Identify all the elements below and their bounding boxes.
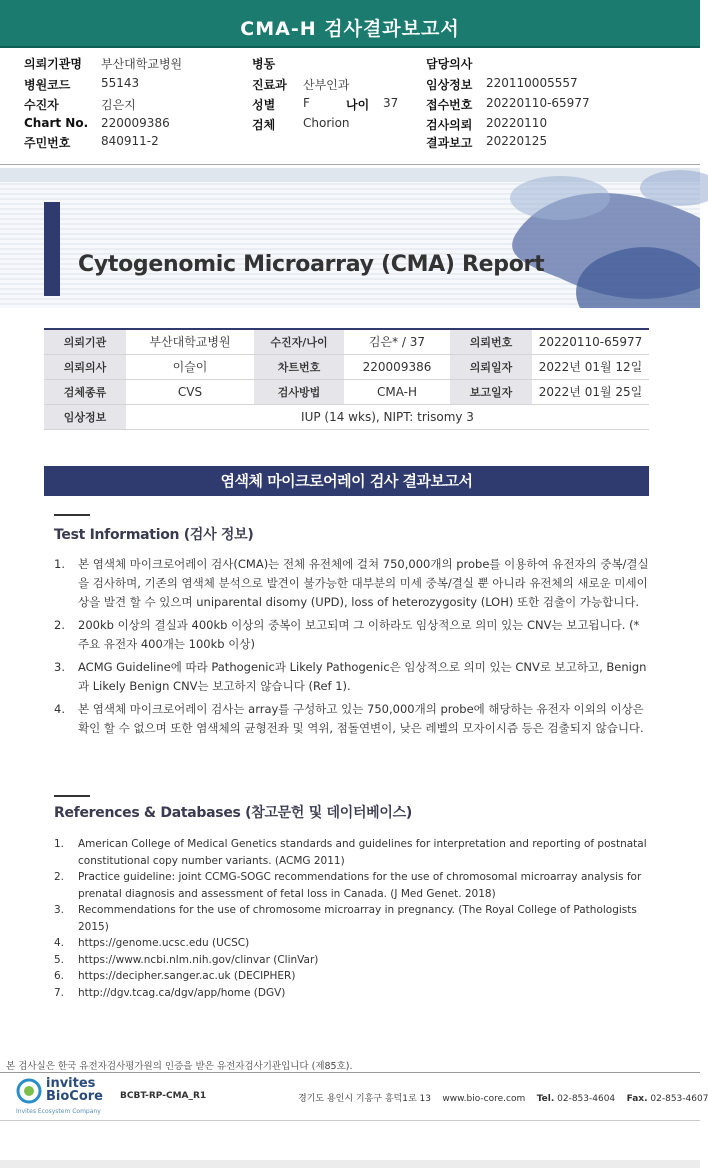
chart-value: 220009386 xyxy=(101,116,170,130)
test-info-rule xyxy=(54,514,90,516)
references-list xyxy=(54,836,650,1001)
institution-value: 부산대학교병원 xyxy=(101,57,183,71)
cell-label: 임상정보 xyxy=(44,404,126,429)
fax-label: Fax. xyxy=(626,1094,648,1104)
cell-label: 검사방법 xyxy=(254,379,344,404)
cell-value: 부산대학교병원 xyxy=(126,329,254,354)
table-row xyxy=(44,379,649,404)
sex-label: 성별 xyxy=(252,98,276,112)
cell-value: CVS xyxy=(126,379,254,404)
references-rule xyxy=(54,795,90,797)
banner-background xyxy=(0,168,700,308)
document-code: BCBT-RP-CMA_R1 xyxy=(120,1091,207,1101)
header-divider xyxy=(0,164,700,165)
patient-header xyxy=(0,55,700,165)
report-label: 결과보고 xyxy=(426,136,473,150)
institution-label: 의뢰기관명 xyxy=(24,57,82,71)
dept-label: 진료과 xyxy=(252,78,287,92)
list-item: 2. 200kb 이상의 결실과 400kb 이상의 중복이 보고되며 그 이하라도 임상적으로 의미 있는 CNV는 보고됩니다. (*주요 유전자 400개는 100kb 이상) xyxy=(54,618,640,651)
chart-label: Chart No. xyxy=(24,116,89,130)
age-label: 나이 xyxy=(346,98,370,112)
hospital-code-value: 55143 xyxy=(101,76,140,90)
receipt-label: 접수번호 xyxy=(426,98,473,112)
table-row xyxy=(44,329,649,354)
cell-label: 검체종류 xyxy=(44,379,126,404)
references-heading: References & Databases (참고문헌 및 데이터베이스) xyxy=(54,805,412,821)
biocore-logo-icon xyxy=(16,1078,42,1104)
cell-value: 김은* / 37 xyxy=(344,329,450,354)
specimen-value: Chorion xyxy=(303,116,350,130)
report-value: 20220125 xyxy=(486,134,548,148)
list-item: 3. Recommendations for the use of chromosome microarray in pregnancy. (The Royal College of Pathologists 2015) xyxy=(54,904,637,933)
footer-bottom-divider xyxy=(0,1120,700,1121)
logo-line1: invites xyxy=(46,1076,96,1091)
request-info-table xyxy=(44,328,649,430)
cell-value: CMA-H xyxy=(344,379,450,404)
logo-tagline: Invites Ecosystem Company xyxy=(16,1108,101,1115)
cell-label: 보고일자 xyxy=(450,379,532,404)
rrn-label: 주민번호 xyxy=(24,136,71,150)
fax-number: 02-853-4607 xyxy=(650,1094,708,1104)
banner-accent-bar xyxy=(44,202,60,296)
logo-line2: BioCore xyxy=(46,1089,103,1104)
ward-label: 병동 xyxy=(252,57,276,71)
table-row xyxy=(44,354,649,379)
request-label: 검사의뢰 xyxy=(426,118,473,132)
contact-info xyxy=(298,1091,708,1104)
cell-value: 20220110-65977 xyxy=(532,329,649,354)
cell-label: 의뢰번호 xyxy=(450,329,532,354)
list-item: 4. 본 염색체 마이크로어레이 검사는 array를 구성하고 있는 750,000개의 probe에 해당하는 유전자 이외의 이상은 확인 할 수 없으며 또한 염색체의 균형전좌 및 역위, 점돌연변이, 낮은 레벨의 모자이시즘 등은 검출되지 않습니다. xyxy=(54,702,644,735)
certification-note: 본 검사실은 한국 유전자검사평가원의 인증을 받은 유전자검사기관입니다 (제85호). xyxy=(6,1061,353,1072)
cell-value: 2022년 01월 25일 xyxy=(532,379,649,404)
cell-value: 이슬이 xyxy=(126,354,254,379)
receipt-value: 20220110-65977 xyxy=(486,96,590,110)
cell-label: 수진자/나이 xyxy=(254,329,344,354)
dept-value: 산부인과 xyxy=(303,78,350,92)
clinical-value: 220110005557 xyxy=(486,76,578,90)
list-item: 5. https://www.ncbi.nlm.nih.gov/clinvar (ClinVar) xyxy=(54,953,319,966)
list-item: 1. 본 염색체 마이크로어레이 검사(CMA)는 전체 유전체에 걸쳐 750,000개의 probe를 이용하여 유전자의 중복/결실을 검사하며, 기존의 염색체 분석으로 발견이 불가능한 대부분의 미세 중복/결실 뿐 아니라 유전체의 새로운 미세이상을 발견 할 수 있으며 uniparental disomy (UPD), loss of heterozygosity (LOH) 또한 검출이 가능합니다. xyxy=(54,557,649,609)
patient-value: 김은지 xyxy=(101,98,136,112)
list-item: 4. https://genome.ucsc.edu (UCSC) xyxy=(54,937,250,949)
report-banner xyxy=(0,168,700,308)
rrn-value: 840911-2 xyxy=(101,134,159,148)
report-title: Cytogenomic Microarray (CMA) Report xyxy=(78,252,545,277)
company-logo xyxy=(16,1076,116,1120)
tel-number: 02-853-4604 xyxy=(557,1094,616,1104)
cell-label: 의뢰일자 xyxy=(450,354,532,379)
hospital-code-label: 병원코드 xyxy=(24,78,71,92)
cell-label: 의뢰기관 xyxy=(44,329,126,354)
specimen-label: 검체 xyxy=(252,118,276,132)
sex-value: F xyxy=(303,96,310,110)
address: 경기도 용인시 기흥구 흥덕1로 13 xyxy=(298,1094,431,1104)
footer-divider xyxy=(0,1072,700,1073)
section-title: 염색체 마이크로어레이 검사 결과보고서 xyxy=(44,466,649,496)
tel-label: Tel. xyxy=(536,1094,555,1104)
patient-label: 수진자 xyxy=(24,98,59,112)
request-value: 20220110 xyxy=(486,116,548,130)
page-bottom-band xyxy=(0,1160,700,1168)
cell-label: 차트번호 xyxy=(254,354,344,379)
list-item: 1. American College of Medical Genetics standards and guidelines for interpretation and reporting of postnatal constitutional copy number variants. (ACMG 2011) xyxy=(54,838,647,867)
website: www.bio-core.com xyxy=(442,1094,526,1104)
table-row xyxy=(44,404,649,429)
list-item: 6. https://decipher.sanger.ac.uk (DECIPHER) xyxy=(54,970,296,982)
cell-label: 의뢰의사 xyxy=(44,354,126,379)
list-item: 3. ACMG Guideline에 따라 Pathogenic과 Likely Pathogenic은 임상적으로 의미 있는 CNV로 보고하고, Benign과 Likely Benign CNV는 보고하지 않습니다 (Ref 1). xyxy=(54,660,647,693)
cell-value: 220009386 xyxy=(344,354,450,379)
cell-value: IUP (14 wks), NIPT: trisomy 3 xyxy=(126,404,649,429)
cell-value: 2022년 01월 12일 xyxy=(532,354,649,379)
list-item: 7. http://dgv.tcag.ca/dgv/app/home (DGV) xyxy=(54,986,286,999)
list-item: 2. Practice guideline: joint CCMG-SOGC recommendations for the use of chromosomal microarray analysis for prenatal diagnosis and assessment of fetal loss in Canada. (J Med Genet. 2018) xyxy=(54,871,642,900)
clinical-label: 임상정보 xyxy=(426,78,473,92)
report-title-bar xyxy=(0,0,700,48)
test-info-heading: Test Information (검사 정보) xyxy=(54,527,254,543)
test-info-list xyxy=(54,555,650,742)
report-header-title: CMA-H 검사결과보고서 xyxy=(240,18,460,40)
age-value: 37 xyxy=(383,96,399,110)
doctor-label: 담당의사 xyxy=(426,57,473,71)
